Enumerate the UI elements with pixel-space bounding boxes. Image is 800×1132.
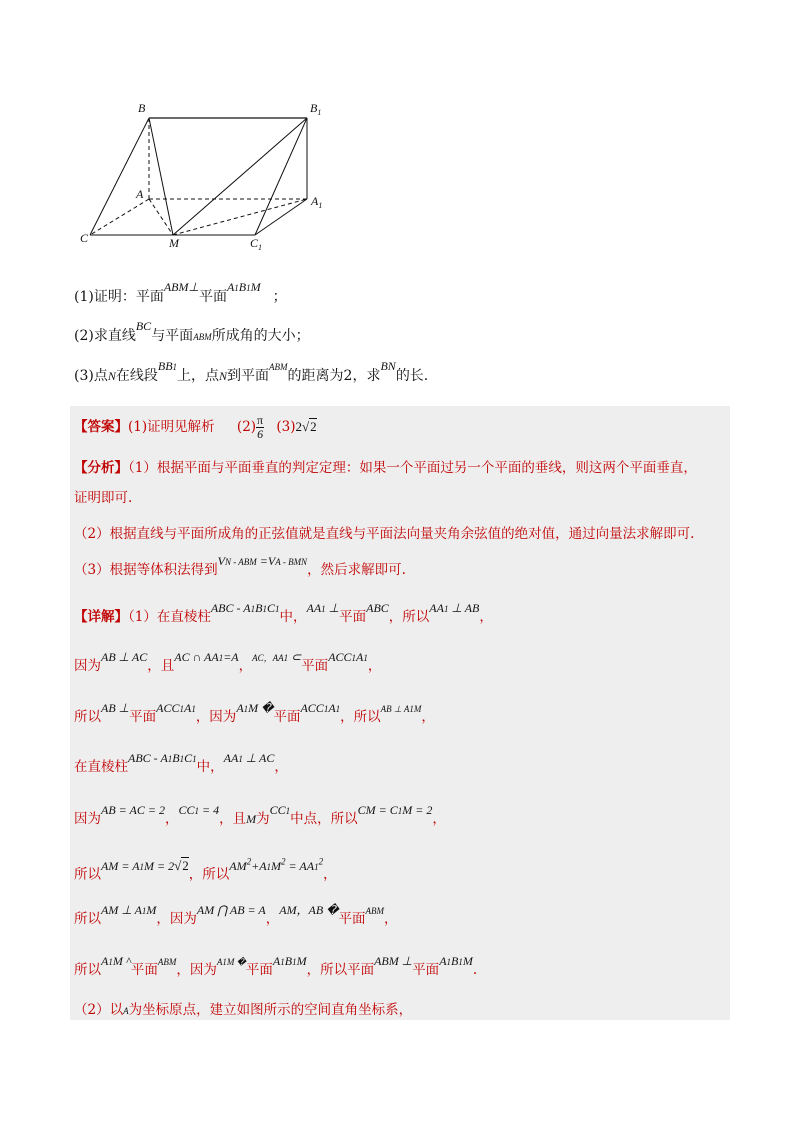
detail-line-5: 因为AB = AC = 2，CC1 = 4，且M为CC1中点，所以CM = C1M = 2， xyxy=(74,803,446,827)
label-c: C xyxy=(80,231,89,245)
detail-line-2: 因为AB ⊥ AC，且AC ∩ AA1=A，AC，AA1 ⊂平面ACC1A1， xyxy=(74,650,382,674)
analysis-line-1b: 证明即可. xyxy=(74,490,133,506)
analysis-line-3: （3）根据等体积法得到VN - ABM =VA - BMN，然后求解即可. xyxy=(74,554,406,578)
label-a: A xyxy=(136,187,144,201)
detail-line-7: 所以AM ⊥ A1M，因为AM ⋂ AB = A，AM，AB �平面$^{ABM}$， xyxy=(74,903,398,927)
edge-b-c xyxy=(90,118,149,235)
prism-figure xyxy=(70,92,340,252)
answer-line: 【答案】(1)证明见解析 (2) $\frac{\pi}{6}$ (3)2√2 xyxy=(74,413,317,441)
label-a1: $A_1$ xyxy=(311,194,323,210)
detail-line-1: 【详解】（1）在直棱柱ABC - A1B1C1中，AA1 ⊥平面ABC，所以AA1 ⊥ AB， xyxy=(74,601,493,625)
detail-line-6: 所以AM = A1M = 2√2，所以$AM^2+A1M^2 = AA1^2$， xyxy=(74,856,337,883)
prism-diagram xyxy=(70,92,340,252)
analysis-line-2: （2）根据直线与平面所成角的正弦值就是直线与平面法向量夹角余弦值的绝对值，通过向量法求解即可. xyxy=(74,526,695,542)
question-2: (2)求直线BC与平面ABM所成角的大小； xyxy=(74,319,310,344)
label-b1: $B_1$ xyxy=(310,101,322,117)
two-root-two: 2√2 xyxy=(295,419,317,434)
label-m: M xyxy=(169,236,179,250)
edge-b1-m xyxy=(173,118,307,235)
detail-line-8: 所以A1M ^平面$^{ABM}$，因为A1M �平面A1B1M，所以平面ABM ⊥平面A1B1M. xyxy=(74,954,478,978)
detail-line-4: 在直棱柱ABC - A1B1C1中，AA1 ⊥ AC， xyxy=(74,751,288,775)
detail-line-3: 所以AB ⊥平面ACC1A1，因为A1M �平面ACC1A1，所以AB ⊥ A1M， xyxy=(74,701,435,725)
label-c1: $C_1$ xyxy=(250,236,263,252)
label-b: B xyxy=(138,101,146,115)
pi-over-6: $\frac{\pi}{6}$ xyxy=(257,413,264,441)
detail-line-9: （2）以A为坐标原点，建立如图所示的空间直角坐标系， xyxy=(74,1002,413,1018)
question-1: (1)证明：平面ABM⊥平面A1B1M； xyxy=(74,280,287,305)
question-3: (3)点N在线段BB1上，点N到平面$^{ABM}$的距离为2，求BN的长. xyxy=(74,359,429,384)
analysis-line-1: 【分析】（1）根据平面与平面垂直的判定定理：如果一个平面过另一个平面的垂线，则这两个平面垂直， xyxy=(74,460,697,476)
